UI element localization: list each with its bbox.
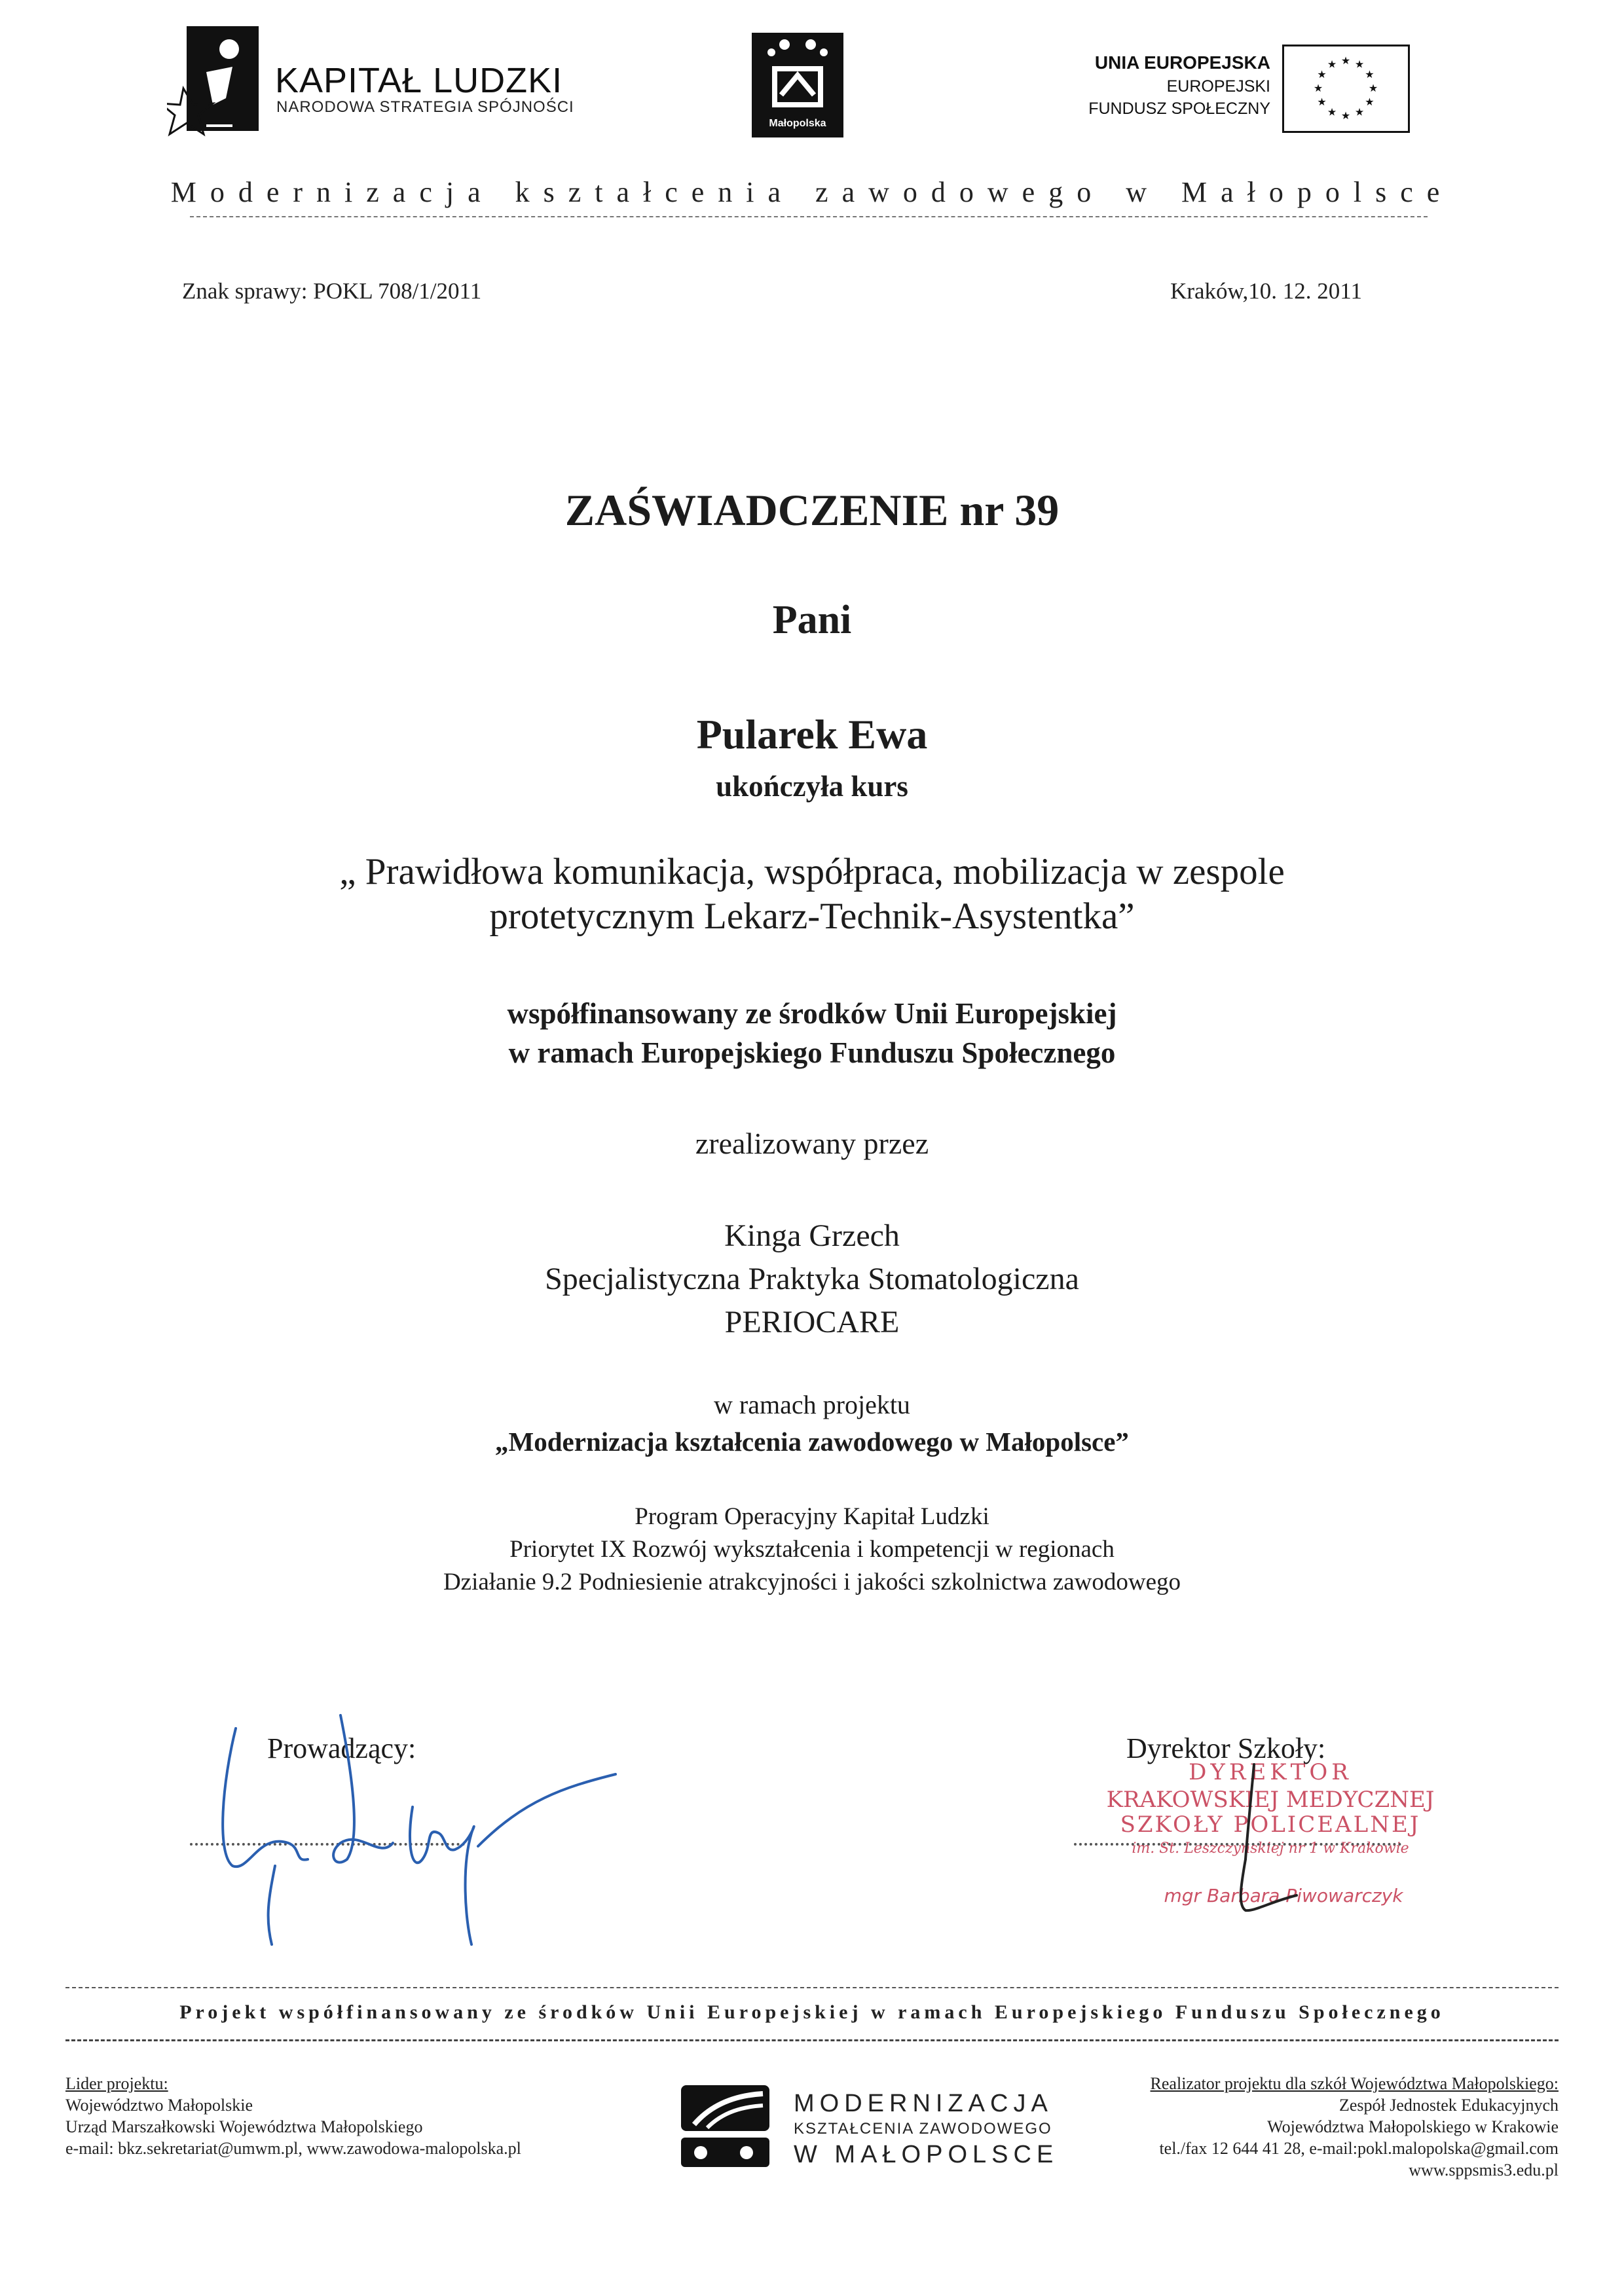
salutation: Pani bbox=[772, 598, 852, 642]
project-executor-line-3: tel./fax 12 644 41 28, e-mail:pokl.malopolska@gmail.com bbox=[1159, 2139, 1559, 2158]
school-stamp-icon bbox=[1074, 1761, 1441, 1931]
stamp-line-4: im. St. Leszczyńskiej nr 1 w Krakowie bbox=[1132, 1840, 1409, 1857]
footer-bottom-divider bbox=[65, 2039, 1559, 2041]
wordmark-line-2: KSZTAŁCENIA ZAWODOWEGO bbox=[794, 2120, 1052, 2138]
certificate-title: ZAŚWIADCZENIE nr 39 bbox=[564, 485, 1060, 535]
malopolska-label: Małopolska bbox=[769, 118, 826, 129]
eu-line-2: EUROPEJSKI bbox=[1166, 77, 1270, 96]
project-executor-line-2: Województwa Małopolskiego w Krakowie bbox=[1267, 2117, 1559, 2136]
eu-star-icon: ★ bbox=[1313, 83, 1323, 94]
program-line-3: Działanie 9.2 Podniesienie atrakcyjności i jakości szkolnictwa zawodowego bbox=[443, 1569, 1181, 1595]
kapital-ludzki-logo-icon bbox=[167, 26, 259, 147]
completed-text: ukończyła kurs bbox=[716, 770, 908, 803]
footer-cofinancing: Projekt współfinansowany ze środków Unii Europejskiej w ramach Europejskiego Funduszu Społecznego bbox=[179, 2001, 1445, 2023]
director-label: Dyrektor Szkoły: bbox=[1126, 1732, 1326, 1764]
kapital-ludzki-subtitle: NARODOWA STRATEGIA SPÓJNOŚCI bbox=[276, 98, 574, 116]
project-executor-line-1: Zespół Jednostek Edukacyjnych bbox=[1338, 2096, 1559, 2115]
eu-star-icon: ★ bbox=[1368, 83, 1378, 94]
course-title-line-1: „ Prawidłowa komunikacja, współpraca, mobilizacja w zespole bbox=[339, 851, 1285, 892]
instructor-label: Prowadzący: bbox=[267, 1732, 416, 1764]
program-info bbox=[0, 1501, 1624, 1599]
program-line-2: Priorytet IX Rozwój wykształcenia i kompetencji w regionach bbox=[509, 1536, 1115, 1563]
eu-star-icon: ★ bbox=[1340, 111, 1351, 122]
project-leader-heading: Lider projektu: bbox=[65, 2074, 168, 2093]
provider-line-3: PERIOCARE bbox=[724, 1305, 900, 1339]
within-project: w ramach projektu bbox=[714, 1390, 910, 1419]
cofinancing-line-2: w ramach Europejskiego Funduszu Społecznego bbox=[508, 1036, 1116, 1069]
eu-star-icon: ★ bbox=[1317, 69, 1327, 81]
project-leader-info bbox=[65, 2073, 521, 2159]
project-executor-info bbox=[1151, 2073, 1559, 2181]
cofinancing-line-1: współfinansowany ze środków Unii Europejskiej bbox=[507, 997, 1117, 1030]
eu-star-icon: ★ bbox=[1327, 107, 1337, 118]
realized-by: zrealizowany przez bbox=[695, 1127, 929, 1160]
eu-star-icon: ★ bbox=[1354, 59, 1365, 71]
project-executor-heading: Realizator projektu dla szkół Województwa Małopolskiego: bbox=[1150, 2074, 1559, 2093]
instructor-signature-icon bbox=[196, 1702, 655, 1951]
eu-star-icon: ★ bbox=[1317, 97, 1327, 108]
eu-line-3: FUNDUSZ SPOŁECZNY bbox=[1088, 100, 1270, 118]
eu-star-icon: ★ bbox=[1340, 56, 1351, 67]
provider-line-1: Kinga Grzech bbox=[724, 1218, 900, 1253]
cofinancing-note bbox=[0, 994, 1624, 1072]
case-number: Znak sprawy: POKL 708/1/2011 bbox=[182, 278, 482, 304]
eu-star-icon: ★ bbox=[1327, 59, 1337, 71]
course-title bbox=[0, 850, 1624, 939]
eu-star-icon: ★ bbox=[1365, 69, 1375, 81]
project-tagline: Modernizacja kształcenia zawodowego w Małopolsce bbox=[170, 176, 1454, 208]
stamp-line-1: DYREKTOR bbox=[1189, 1761, 1352, 1785]
eu-star-icon: ★ bbox=[1365, 97, 1375, 108]
footer-top-divider bbox=[65, 1987, 1559, 1988]
wordmark-line-3: W MAŁOPOLSCE bbox=[794, 2141, 1059, 2168]
program-line-1: Program Operacyjny Kapitał Ludzki bbox=[635, 1503, 989, 1530]
stamp-line-2: KRAKOWSKIEJ MEDYCZNEJ bbox=[1106, 1787, 1435, 1813]
project-leader-line-2: Urząd Marszałkowski Województwa Małopolskiego bbox=[65, 2117, 423, 2136]
recipient-name: Pularek Ewa bbox=[696, 711, 928, 757]
modernizacja-wordmark bbox=[794, 2088, 1058, 2170]
course-title-line-2: protetycznym Lekarz-Technik-Asystentka” bbox=[489, 896, 1135, 937]
stamp-line-5: mgr Barbara Piwowarczyk bbox=[1164, 1885, 1403, 1906]
provider bbox=[0, 1214, 1624, 1344]
project-name: „Modernizacja kształcenia zawodowego w Małopolsce” bbox=[495, 1427, 1129, 1457]
kapital-ludzki-title: KAPITAŁ LUDZKI bbox=[275, 61, 563, 100]
eu-star-icon: ★ bbox=[1354, 107, 1365, 118]
place-date: Kraków,10. 12. 2011 bbox=[1170, 278, 1362, 304]
eu-line-1: UNIA EUROPEJSKA bbox=[1094, 52, 1270, 73]
wordmark-line-1: MODERNIZACJA bbox=[794, 2090, 1053, 2117]
project-executor-line-4: www.sppsmis3.edu.pl bbox=[1409, 2160, 1559, 2179]
stamp-line-3: SZKOŁY POLICEALNEJ bbox=[1120, 1812, 1421, 1838]
project-leader-line-3: e-mail: bkz.sekretariat@umwm.pl, www.zawodowa-malopolska.pl bbox=[65, 2139, 521, 2158]
header-divider bbox=[190, 216, 1428, 217]
eu-flag-icon bbox=[1282, 45, 1410, 133]
modernizacja-logo-icon bbox=[674, 2075, 773, 2174]
project-leader-line-1: Województwo Małopolskie bbox=[65, 2096, 253, 2115]
provider-line-2: Specjalistyczna Praktyka Stomatologiczna bbox=[545, 1262, 1079, 1296]
